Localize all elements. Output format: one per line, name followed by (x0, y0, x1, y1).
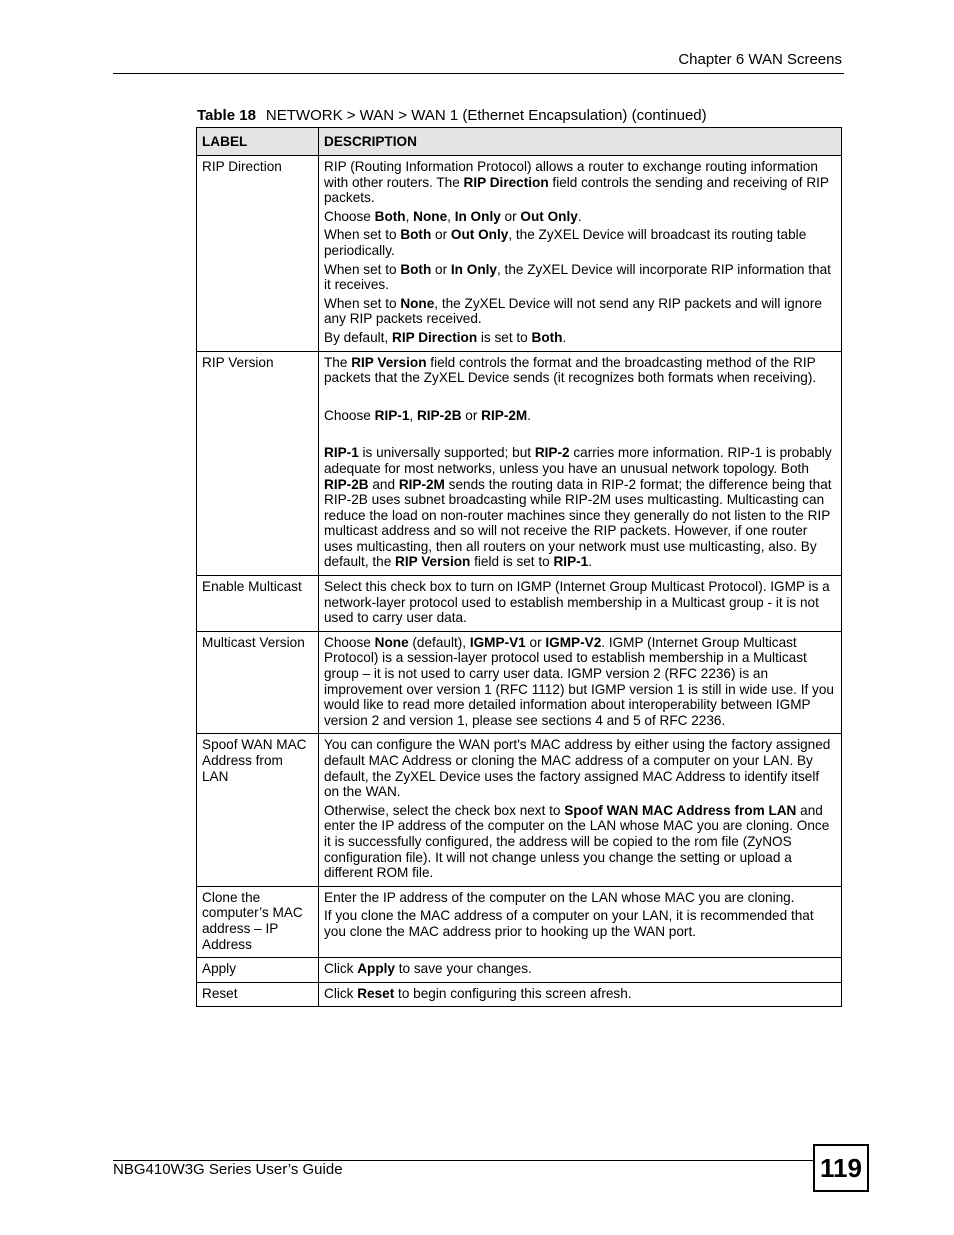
text-run: By default, (324, 329, 393, 345)
text-run: You can configure the WAN port's MAC address by either using the factory assigned default MAC Address or cloning the MAC address of a computer on your LAN. By default, the ZyXEL Device uses the factory assigned MAC Address to identify itself on the WAN. (324, 737, 831, 800)
description-paragraph (324, 445, 836, 570)
bold-term: RIP-2M (481, 407, 528, 423)
description-paragraph (324, 209, 836, 225)
text-run: Select this check box to turn on IGMP (Internet Group Multicast Protocol). IGMP is a network-layer protocol used to establish membership in a Multicast group - it is not used to carry user data. (324, 579, 830, 626)
row-description (319, 982, 842, 1007)
text-run: , (447, 208, 455, 224)
bold-term: RIP-1 (324, 445, 359, 461)
bold-term: IGMP-V1 (469, 634, 526, 650)
description-paragraph (324, 262, 836, 293)
table-caption (197, 107, 707, 124)
row-label: Reset (197, 982, 319, 1007)
description-paragraph (324, 803, 836, 881)
row-description (319, 958, 842, 983)
row-label: Enable Multicast (197, 576, 319, 632)
text-run: sends the routing data in RIP-2 format; the difference being that RIP-2B uses subnet broadcasting while RIP-2M uses multicasting. Multicasting can reduce the load on non-router machines since they generally do not listen to the RIP multicast address and so will not receive the RIP packets. However, if one router uses multicasting, then all routers on your network must use multicasting, also. By default, the (324, 476, 832, 570)
row-description (319, 156, 842, 352)
bold-term: Both (400, 227, 432, 243)
text-run: or (461, 407, 482, 423)
row-label: RIP Direction (197, 156, 319, 352)
description-paragraph (324, 635, 836, 729)
description-paragraph (324, 737, 836, 799)
text-run: (default), (408, 634, 470, 650)
text-run: . (588, 554, 592, 570)
row-label: Multicast Version (197, 631, 319, 734)
bold-term: Both (374, 208, 406, 224)
text-run: RIP (Routing Information Protocol) allows a router to exchange routing information with other routers. The (324, 159, 818, 190)
text-run: or (431, 227, 451, 243)
table-row (197, 351, 842, 576)
text-run: Click (324, 985, 358, 1001)
bold-term: IGMP-V2 (545, 634, 602, 650)
text-run: When set to (324, 227, 401, 243)
column-header-description: DESCRIPTION (319, 128, 842, 156)
text-run: carries more information. RIP-1 is probably adequate for most networks, unless you have an unusual network topology. Both (324, 445, 832, 476)
text-run: or (500, 208, 521, 224)
table-row (197, 982, 842, 1007)
bold-term: Out Only (450, 227, 509, 243)
description-paragraph (324, 890, 836, 906)
text-run: The (324, 354, 352, 370)
bold-term: RIP-1 (374, 407, 410, 423)
table-row (197, 734, 842, 886)
guide-title: NBG410W3G Series User’s Guide (113, 1161, 343, 1178)
bold-term: Both (531, 329, 563, 345)
text-run: , (409, 407, 417, 423)
bold-term: RIP Direction (463, 174, 549, 190)
text-run: . (577, 208, 582, 224)
row-description (319, 886, 842, 957)
text-run: is universally supported; but (358, 445, 535, 461)
table-row (197, 576, 842, 632)
bold-term: None (374, 634, 409, 650)
row-description (319, 734, 842, 886)
text-run: , the ZyXEL Device will incorporate RIP information that it receives. (324, 261, 831, 293)
text-run: Enter the IP address of the computer on the LAN whose MAC you are cloning. (324, 889, 795, 905)
text-run: field controls the sending and receiving of RIP packets. (324, 174, 829, 206)
bold-term: RIP-1 (553, 554, 589, 570)
bold-term: Spoof WAN MAC Address from LAN (564, 802, 797, 818)
table-caption-text: NETWORK > WAN > WAN 1 (Ethernet Encapsulation) (continued) (265, 107, 707, 124)
table-row (197, 631, 842, 734)
table-body (197, 156, 842, 1007)
description-paragraph (324, 579, 836, 626)
text-run: , (405, 208, 414, 224)
text-run: to begin configuring this screen afresh. (394, 985, 632, 1001)
description-paragraph (324, 330, 836, 346)
text-run: , the ZyXEL Device will broadcast its routing table periodically. (324, 227, 807, 258)
text-run: . (562, 329, 567, 345)
row-description (319, 631, 842, 734)
text-run: and (368, 476, 399, 492)
text-run: Choose (324, 208, 375, 224)
text-run: Click (324, 961, 358, 977)
table-caption-label: Table 18 (197, 107, 256, 124)
text-run: to save your changes. (395, 961, 532, 977)
text-run: Otherwise, select the check box next to (324, 802, 565, 818)
header-rule (113, 73, 844, 74)
table-row (197, 886, 842, 957)
bold-term: RIP-2B (416, 407, 462, 423)
row-description (319, 576, 842, 632)
text-run: , the ZyXEL Device will not send any RIP packets and will ignore any RIP packets received. (324, 295, 822, 327)
text-run: or (525, 634, 546, 650)
table-row (197, 958, 842, 983)
bold-term: In Only (454, 208, 501, 224)
description-table (196, 127, 842, 1007)
bold-term: RIP Direction (392, 329, 478, 345)
bold-term: Apply (357, 961, 395, 977)
bold-term: RIP-2B (324, 476, 369, 492)
text-run: Choose (324, 407, 375, 423)
description-paragraph (324, 908, 836, 939)
text-run: Choose (324, 634, 375, 650)
page-number: 119 (813, 1144, 869, 1192)
text-run: is set to (477, 329, 532, 345)
description-paragraph (324, 227, 836, 258)
description-paragraph (324, 159, 836, 206)
bold-term: Reset (357, 985, 395, 1001)
description-paragraph (324, 355, 836, 386)
row-label: RIP Version (197, 351, 319, 576)
row-label: Clone the computer’s MAC address – IP Address (197, 886, 319, 957)
text-run: and enter the IP address of the computer on the LAN whose MAC you are cloning. Once it is successfully configured, the address will be copied to the rom file (ZyNOS configuration file). It will not change unless you change the setting or upload a different ROM file. (324, 802, 830, 881)
chapter-header: Chapter 6 WAN Screens (678, 51, 842, 68)
bold-term: None (413, 208, 448, 224)
description-paragraph (324, 986, 836, 1002)
bold-term: RIP Version (395, 554, 471, 570)
bold-term: In Only (450, 261, 497, 277)
bold-term: Both (400, 261, 432, 277)
text-run: field controls the format and the broadcasting method of the RIP packets that the ZyXEL Device sends (it recognizes both formats when receiving). (324, 354, 817, 386)
bold-term: RIP-2 (534, 445, 570, 461)
row-label: Apply (197, 958, 319, 983)
text-run: . IGMP (Internet Group Multicast Protocol) is a session-layer protocol used to establish membership in a Multicast group – it is not used to carry user data. IGMP version 2 (RFC 2236) is an improvement over version 1 (RFC 1112) but IGMP version 1 is still in wide use. If you would like to read more detailed information about interoperability between IGMP version 2 and version 1, please see sections 4 and 5 of RFC 2236. (324, 634, 834, 728)
text-run: If you clone the MAC address of a computer on your LAN, it is recommended that you clone the MAC address prior to hooking up the WAN port. (324, 908, 814, 939)
table-row (197, 156, 842, 352)
text-run: When set to (324, 261, 401, 277)
description-paragraph (324, 961, 836, 977)
bold-term: Out Only (520, 208, 578, 224)
text-run: or (431, 261, 451, 277)
table-header-row (197, 128, 842, 156)
row-description (319, 351, 842, 576)
bold-term: None (400, 295, 435, 311)
text-run: field is set to (470, 554, 554, 570)
description-paragraph (324, 296, 836, 327)
text-run: . (527, 407, 532, 423)
description-paragraph (324, 408, 836, 424)
text-run: When set to (324, 295, 401, 311)
column-header-label: LABEL (197, 128, 319, 156)
row-label: Spoof WAN MAC Address from LAN (197, 734, 319, 886)
bold-term: RIP-2M (398, 476, 445, 492)
bold-term: RIP Version (351, 354, 427, 370)
